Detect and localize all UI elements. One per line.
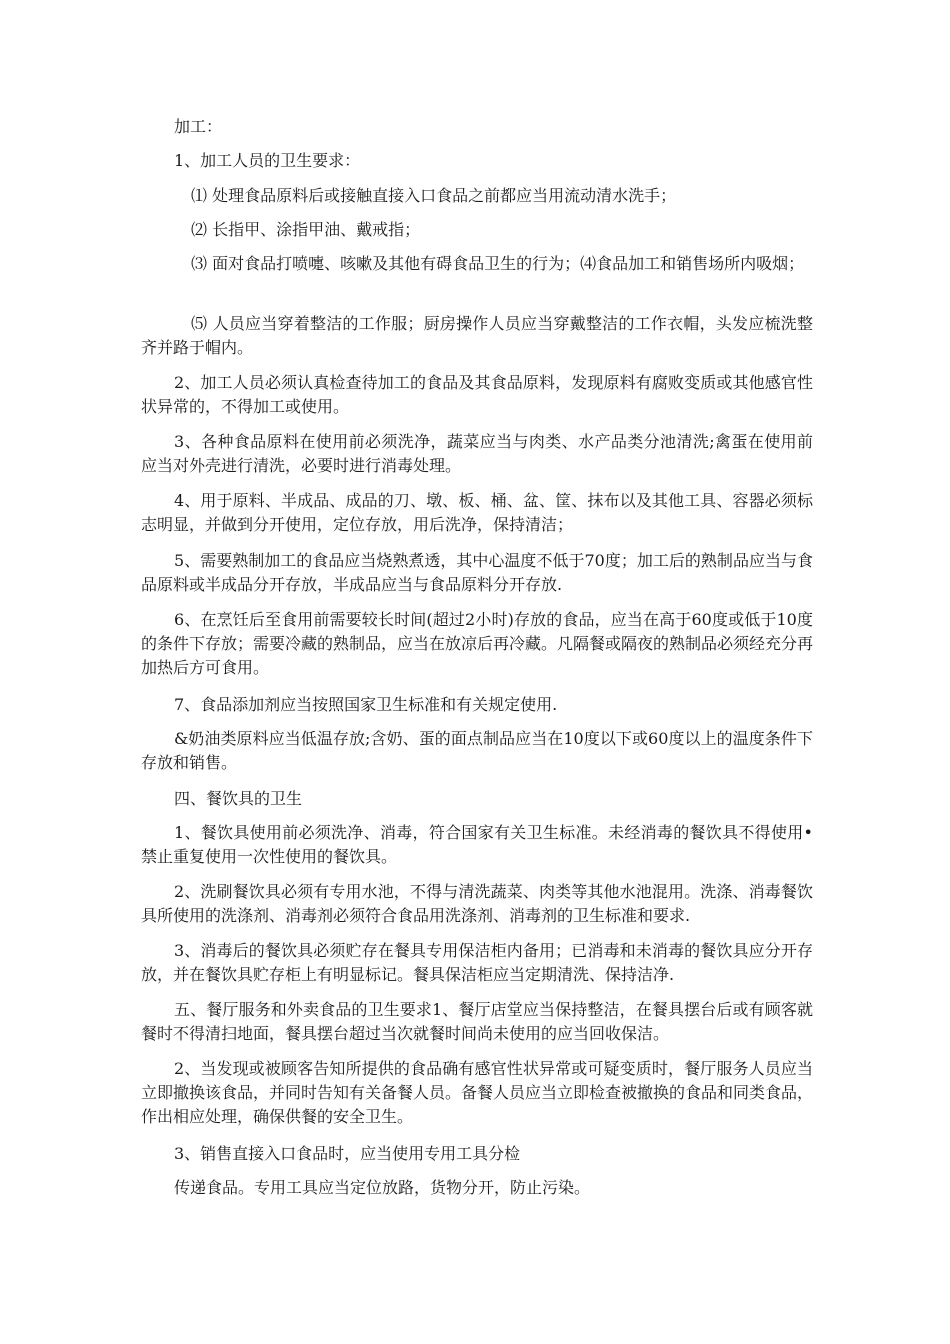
paragraph: 4、用于原料、半成品、成品的刀、墩、板、桶、盆、筐、抹布以及其他工具、容器必须标志明显，并做到分开使用，定位存放，用后洗净，保持清洁； — [141, 491, 813, 534]
section-heading-service: 五、餐厅服务和外卖食品的卫生要求1、餐厅店堂应当保持整洁，在餐具摆台后或有顾客就餐时不得清扫地面，餐具摆台超过当次就餐时间尚未使用的应当回收保洁。 — [141, 1000, 813, 1043]
paragraph: 7、食品添加剂应当按照国家卫生标准和有关规定使用. — [174, 695, 558, 714]
paragraph: ⑴ 处理食品原料后或接触直接入口食品之前都应当用流动清水洗手； — [191, 186, 677, 205]
paragraph: 6、在烹饪后至食用前需要较长时间(超过2小时)存放的食品，应当在高于60度或低于10度的条件下存放；需要冷藏的熟制品，应当在放凉后再冷藏。凡隔餐或隔夜的熟制品必须经充分再加热后方可食用。 — [141, 610, 814, 677]
paragraph: 3、销售直接入口食品时，应当使用专用工具分检 — [174, 1144, 521, 1163]
paragraph: 3、消毒后的餐饮具必须贮存在餐具专用保洁柜内备用；已消毒和未消毒的餐饮具应分开存放，并在餐饮具贮存柜上有明显标记。餐具保洁柜应当定期清洗、保持洁净. — [141, 941, 813, 984]
paragraph: ⑶ 面对食品打喷嚏、咳嗽及其他有碍食品卫生的行为；⑷食品加工和销售场所内吸烟； — [191, 254, 805, 273]
paragraph: &奶油类原料应当低温存放;含奶、蛋的面点制品应当在10度以下或60度以上的温度条件下存放和销售。 — [141, 729, 813, 772]
paragraph: 传递食品。专用工具应当定位放路，货物分开，防止污染。 — [174, 1178, 591, 1197]
section-heading-tableware: 四、餐饮具的卫生 — [174, 789, 303, 808]
paragraph: 3、各种食品原料在使用前必须洗净，蔬菜应当与肉类、水产品类分池清洗;禽蛋在使用前应当对外壳进行清洗，必要时进行消毒处理。 — [141, 432, 813, 475]
paragraph: ⑸ 人员应当穿着整洁的工作服；厨房操作人员应当穿戴整洁的工作衣帽，头发应梳洗整齐并路于帽内。 — [141, 314, 813, 357]
paragraph: 5、需要熟制加工的食品应当烧熟煮透，其中心温度不低于70度；加工后的熟制品应当与食品原料或半成品分开存放，半成品应当与食品原料分开存放. — [141, 551, 813, 594]
paragraph: 2、加工人员必须认真检查待加工的食品及其食品原料，发现原料有腐败变质或其他感官性状异常的，不得加工或使用。 — [141, 373, 813, 416]
paragraph: 1、餐饮具使用前必须洗净、消毒，符合国家有关卫生标准。未经消毒的餐饮具不得使用•禁止重复使用一次性使用的餐饮具。 — [141, 823, 813, 866]
paragraph: 2、洗刷餐饮具必须有专用水池，不得与清洗蔬菜、肉类等其他水池混用。洗涤、消毒餐饮具所使用的洗涤剂、消毒剂必须符合食品用洗涤剂、消毒剂的卫生标准和要求. — [141, 882, 813, 925]
paragraph: ⑵ 长指甲、涂指甲油、戴戒指； — [191, 220, 421, 239]
paragraph: 1、加工人员的卫生要求： — [174, 151, 361, 170]
paragraph: 2、当发现或被顾客告知所提供的食品确有感官性状异常或可疑变质时，餐厅服务人员应当立即撤换该食品，并同时告知有关备餐人员。备餐人员应当立即检查被撤换的食品和同类食品，作出相应处理，确保供餐的安全卫生。 — [141, 1059, 814, 1126]
section-heading-processing: 加工： — [174, 117, 223, 136]
